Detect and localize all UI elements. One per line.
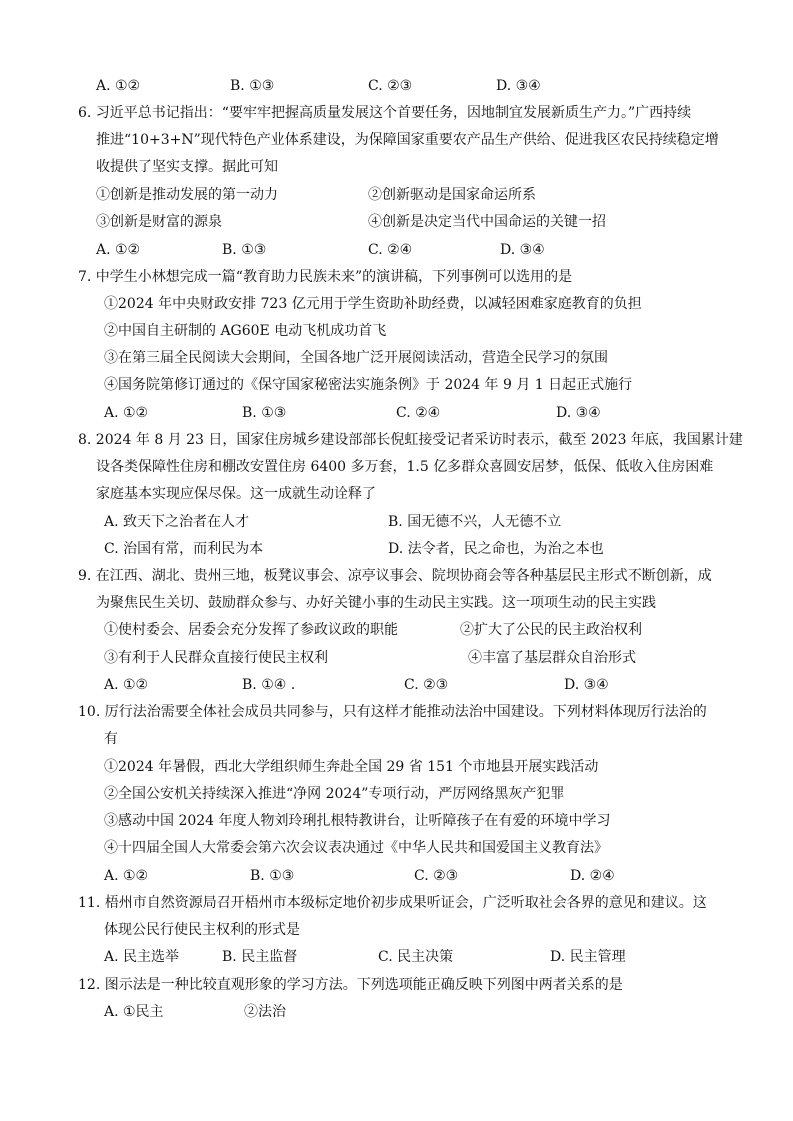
q9-option-c: C. ②③ bbox=[404, 677, 449, 693]
q9-statement-4: ④丰富了基层群众自治形式 bbox=[468, 650, 636, 666]
q6-stem-line-1: 6. 习近平总书记指出：“要牢牢把握高质量发展这个首要任务，因地制宜发展新质生产力。”广西持续 bbox=[78, 105, 692, 121]
q7-statement-3: ③在第三届全民阅读大会期间，全国各地广泛开展阅读活动，营造全民学习的氛围 bbox=[104, 350, 608, 366]
q6-statement-4: ④创新是决定当代中国命运的关键一招 bbox=[368, 214, 606, 230]
q9-statement-3: ③有利于人民群众直接行使民主权利 bbox=[104, 650, 328, 666]
q12-option-a-item-1: A. ①民主 bbox=[104, 1004, 164, 1020]
q10-option-d: D. ②④ bbox=[570, 868, 615, 884]
q5-option-b: B. ①③ bbox=[230, 78, 275, 94]
q8-stem-line-1: 8. 2024 年 8 月 23 日，国家住房城乡建设部部长倪虹接受记者采访时表示，截至 2023 年底，我国累计建 bbox=[78, 432, 743, 448]
q9-option-a: A. ①② bbox=[104, 677, 149, 693]
q7-option-c: C. ②④ bbox=[396, 405, 441, 421]
q8-option-d: D. 法令者，民之命也，为治之本也 bbox=[388, 541, 604, 557]
q6-statement-1: ①创新是推动发展的第一动力 bbox=[96, 187, 278, 203]
q11-option-a: A. 民主选举 bbox=[104, 949, 180, 965]
q6-option-d: D. ③④ bbox=[500, 242, 545, 258]
q5-option-d: D. ③④ bbox=[496, 78, 541, 94]
q7-stem-line-1: 7. 中学生小林想完成一篇“教育助力民族未来”的演讲稿，下列事例可以选用的是 bbox=[78, 269, 573, 285]
q10-statement-4: ④十四届全国人大常委会第六次会议表决通过《中华人民共和国爱国主义教育法》 bbox=[104, 840, 608, 856]
q7-option-b: B. ①③ bbox=[242, 405, 287, 421]
q5-option-a: A. ①② bbox=[96, 78, 141, 94]
q9-option-b: B. ①④ . bbox=[242, 677, 296, 693]
q8-stem-line-2: 设各类保障性住房和棚改安置住房 6400 多万套，1.5 亿多群众喜圆安居梦，低保、低收入住房困难 bbox=[96, 459, 714, 475]
q11-stem-line-1: 11. 梧州市自然资源局召开梧州市本级标定地价初步成果听证会，广泛听取社会各界的意见和建议。这 bbox=[78, 895, 707, 911]
q7-option-a: A. ①② bbox=[104, 405, 149, 421]
q6-statement-3: ③创新是财富的源泉 bbox=[96, 214, 222, 230]
q6-stem-line-2: 推进“10+3+N”现代特色产业体系建设，为保障国家重要农产品生产供给、促进我区农民持续稳定增 bbox=[96, 132, 719, 148]
q10-stem-line-2: 有 bbox=[104, 731, 118, 747]
q11-option-c: C. 民主决策 bbox=[378, 949, 454, 965]
q6-option-b: B. ①③ bbox=[222, 242, 267, 258]
q7-option-d: D. ③④ bbox=[556, 405, 601, 421]
q10-statement-3: ③感动中国 2024 年度人物刘玲琍扎根特教讲台，让听障孩子在有爱的环境中学习 bbox=[104, 813, 611, 829]
q9-statement-1: ①使村委会、居委会充分发挥了参政议政的职能 bbox=[104, 622, 398, 638]
q10-statement-1: ①2024 年暑假，西北大学组织师生奔赴全国 29 省 151 个市地县开展实践活动 bbox=[104, 759, 599, 775]
q7-statement-1: ①2024 年中央财政安排 723 亿元用于学生资助补助经费，以减轻困难家庭教育的负担 bbox=[104, 296, 642, 312]
q9-statement-2: ②扩大了公民的民主政治权利 bbox=[460, 622, 642, 638]
q7-statement-2: ②中国自主研制的 AG60E 电动飞机成功首飞 bbox=[104, 323, 387, 339]
q6-statement-2: ②创新驱动是国家命运所系 bbox=[368, 187, 536, 203]
q9-stem-line-2: 为聚焦民生关切、鼓励群众参与、办好关键小事的生动民主实践。这一项项生动的民主实践 bbox=[96, 595, 656, 611]
q9-option-d: D. ③④ bbox=[564, 677, 609, 693]
q8-option-b: B. 国无德不兴，人无德不立 bbox=[388, 514, 562, 530]
q10-option-a: A. ①② bbox=[104, 868, 149, 884]
q8-option-a: A. 致天下之治者在人才 bbox=[104, 514, 250, 530]
q6-stem-line-3: 收提供了坚实支撑。据此可知 bbox=[96, 159, 278, 175]
q11-option-b: B. 民主监督 bbox=[222, 949, 298, 965]
q10-option-c: C. ②③ bbox=[414, 868, 459, 884]
q11-option-d: D. 民主管理 bbox=[550, 949, 626, 965]
q8-stem-line-3: 家庭基本实现应保尽保。这一成就生动诠释了 bbox=[96, 486, 376, 502]
q9-stem-line-1: 9. 在江西、湖北、贵州三地，板凳议事会、凉亭议事会、院坝协商会等各种基层民主形式不断创新，成 bbox=[78, 568, 712, 584]
q12-stem-line-1: 12. 图示法是一种比较直观形象的学习方法。下列选项能正确反映下列图中两者关系的是 bbox=[78, 977, 623, 993]
q11-stem-line-2: 体现公民行使民主权利的形式是 bbox=[104, 922, 300, 938]
q10-option-b: B. ①③ bbox=[250, 868, 295, 884]
q5-option-c: C. ②③ bbox=[368, 78, 413, 94]
q12-option-a-item-2: ②法治 bbox=[244, 1004, 286, 1020]
q8-option-c: C. 治国有常，而利民为本 bbox=[104, 541, 264, 557]
q10-stem-line-1: 10. 厉行法治需要全体社会成员共同参与，只有这样才能推动法治中国建设。下列材料体现厉行法治的 bbox=[78, 704, 707, 720]
q7-statement-4: ④国务院第修订通过的《保守国家秘密法实施条例》于 2024 年 9 月 1 日起正式施行 bbox=[104, 377, 633, 393]
q10-statement-2: ②全国公安机关持续深入推进“净网 2024”专项行动，严厉网络黑灰产犯罪 bbox=[104, 786, 565, 802]
q6-option-a: A. ①② bbox=[96, 242, 141, 258]
q6-option-c: C. ②④ bbox=[368, 242, 413, 258]
